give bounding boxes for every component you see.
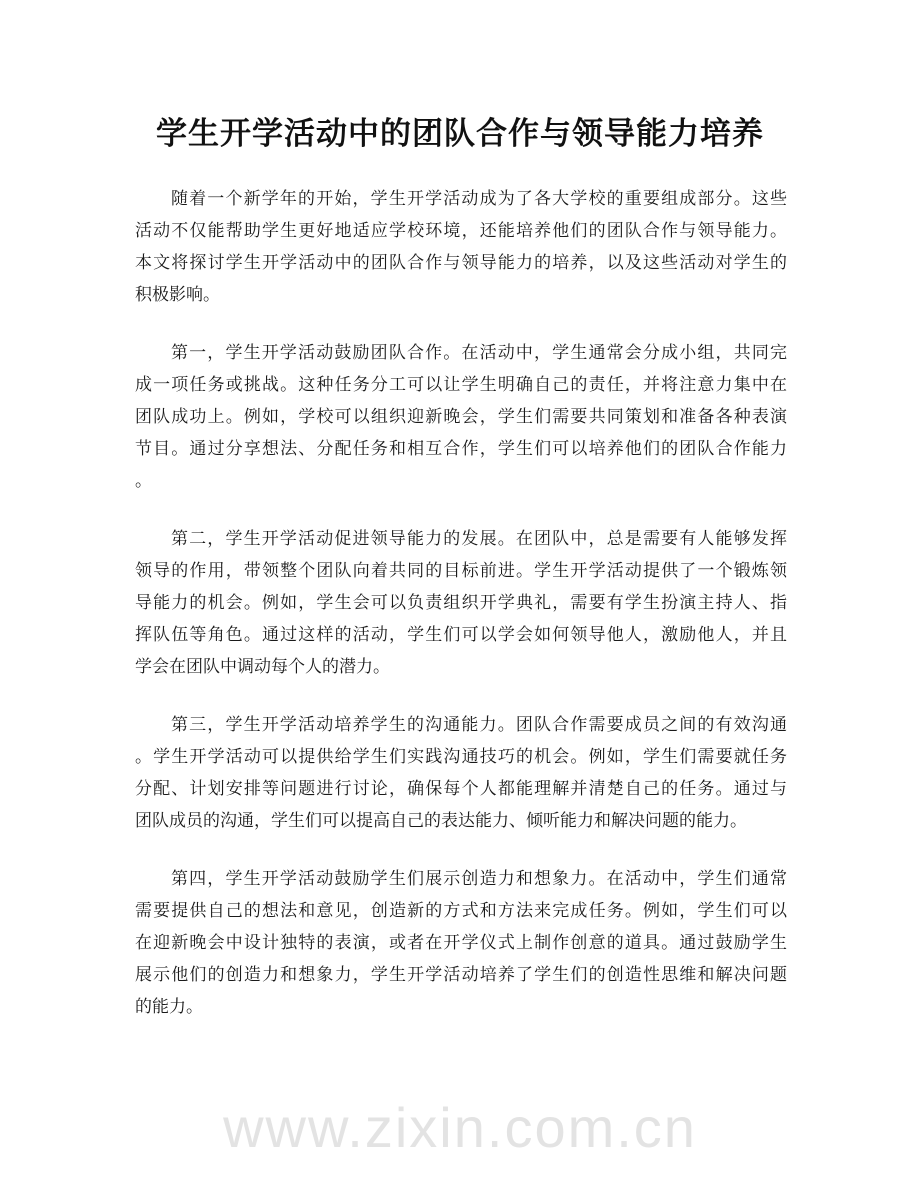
paragraph-line: 团队成功上。例如，学校可以组织迎新晚会，学生们需要共同策划和准备各种表演 [135,407,787,427]
document-title: 学生开学活动中的团队合作与领导能力培养 [156,116,764,152]
paragraph-line: 本文将探讨学生开学活动中的团队合作与领导能力的培养，以及这些活动对学生的 [135,253,787,273]
paragraph-line: 分配、计划安排等问题进行讨论，确保每个人都能理解并清楚自己的任务。通过与 [135,779,787,799]
paragraph-line: 展示他们的创造力和想象力，学生开学活动培养了学生们的创造性思维和解决问题 [135,965,787,985]
paragraph [135,863,787,1023]
paragraph-line: 在迎新晚会中设计独特的表演，或者在开学仪式上制作创意的道具。通过鼓励学生 [135,933,787,953]
paragraph-line: 的能力。 [135,997,203,1017]
paragraph-line: 活动不仅能帮助学生更好地适应学校环境，还能培养他们的团队合作与领导能力。 [135,221,787,241]
paragraph-line: 学会在团队中调动每个人的潜力。 [135,657,390,677]
paragraph [135,183,787,311]
paragraph-line: 需要提供自己的想法和意见，创造新的方式和方法来完成任务。例如，学生们可以 [135,901,787,921]
document-body [135,183,787,1049]
paragraph [135,523,787,683]
paragraph-line: 节目。通过分享想法、分配任务和相互合作，学生们可以培养他们的团队合作能力 [135,439,787,459]
paragraph-line: 导能力的机会。例如，学生会可以负责组织开学典礼，需要有学生扮演主持人、指 [135,593,787,613]
paragraph-line: 积极影响。 [135,285,220,305]
paragraph-line: 第三，学生开学活动培养学生的沟通能力。团队合作需要成员之间的有效沟通 [171,715,787,735]
paragraph-line: 。 [135,471,152,491]
paragraph-line: 挥队伍等角色。通过这样的活动，学生们可以学会如何领导他人，激励他人，并且 [135,625,787,645]
paragraph-line: 领导的作用，带领整个团队向着共同的目标前进。学生开学活动提供了一个锻炼领 [135,561,787,581]
paragraph-line: 团队成员的沟通，学生们可以提高自己的表达能力、倾听能力和解决问题的能力。 [135,811,747,831]
watermark: www.zixin.com.cn [223,1096,697,1159]
paragraph-line: 随着一个新学年的开始，学生开学活动成为了各大学校的重要组成部分。这些 [171,189,787,209]
paragraph-line: 第一，学生开学活动鼓励团队合作。在活动中，学生通常会分成小组，共同完 [171,343,787,363]
paragraph-line: 。学生开学活动可以提供给学生们实践沟通技巧的机会。例如，学生们需要就任务 [135,747,787,767]
paragraph-line: 第四，学生开学活动鼓励学生们展示创造力和想象力。在活动中，学生们通常 [171,869,787,889]
paragraph [135,709,787,837]
paragraph [135,337,787,497]
paragraph-line: 成一项任务或挑战。这种任务分工可以让学生明确自己的责任，并将注意力集中在 [135,375,787,395]
paragraph-line: 第二，学生开学活动促进领导能力的发展。在团队中，总是需要有人能够发挥 [171,529,787,549]
